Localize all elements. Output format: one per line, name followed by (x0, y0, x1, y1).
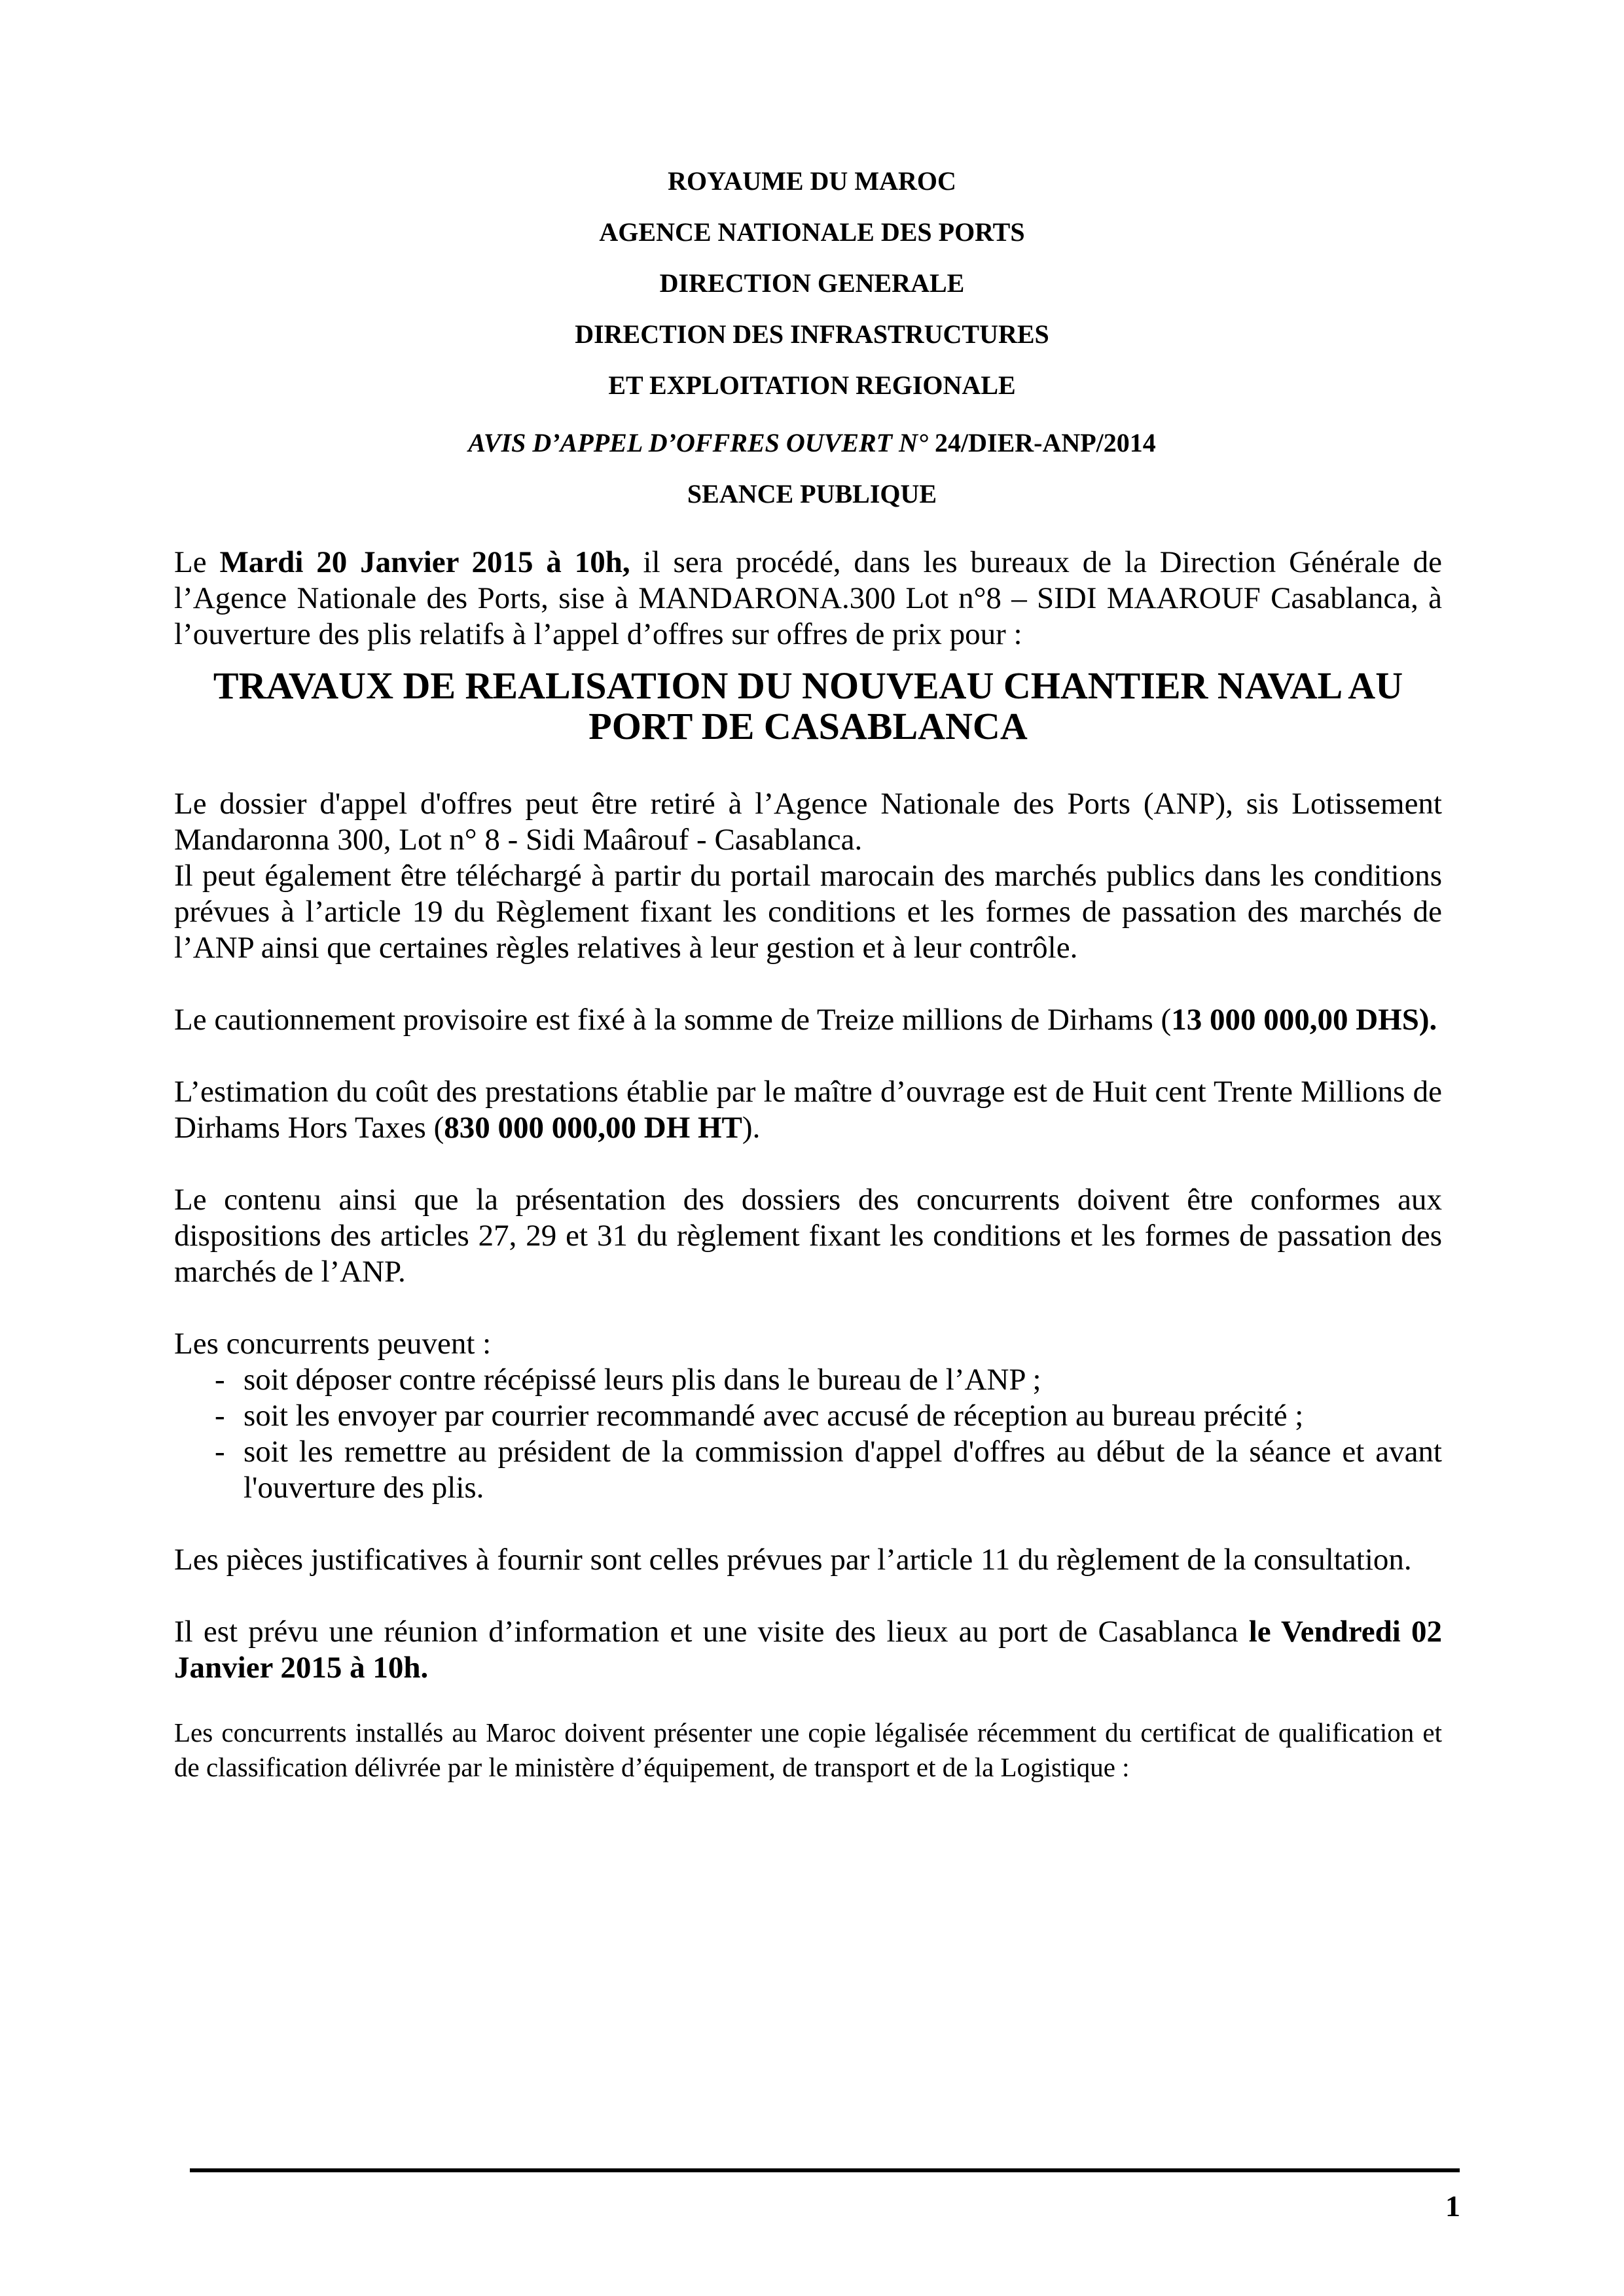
dossier-paragraph-1: Le dossier d'appel d'offres peut être retiré à l’Agence Nationale des Ports (ANP), sis Lotissement Mandaronna 300, Lot n° 8 - Sidi Maârouf - Casablanca. (174, 787, 1442, 857)
dash-bullet-icon: - (215, 1399, 225, 1433)
dash-bullet-icon: - (215, 1363, 225, 1397)
estimation-amount: 830 000 000,00 DH HT (444, 1111, 742, 1145)
header-line-direction-generale: DIRECTION GENERALE (659, 268, 965, 298)
caution-text: Le cautionnement provisoire est fixé à la somme de Treize millions de Dirhams ( (174, 1003, 1172, 1037)
document-body (174, 545, 1442, 1785)
list-item-text: soit les envoyer par courrier recommandé avec accusé de réception au bureau précité ; (244, 1399, 1304, 1433)
dossier-paragraph-2: Il peut également être téléchargé à partir du portail marocain des marchés publics dans les conditions prévues à l’article 19 du Règlement fixant les conditions et les formes de passation des marchés de l’ANP ainsi que certaines règles relatives à leur gestion et à leur contrôle. (174, 859, 1442, 965)
letterhead (0, 156, 1624, 520)
project-title (174, 666, 1442, 747)
caution-paragraph (174, 1002, 1442, 1038)
project-title-line-1: TRAVAUX DE REALISATION DU NOUVEAU CHANTIER NAVAL AU (213, 664, 1403, 707)
list-item-text: soit les remettre au président de la commission d'appel d'offres au début de la séance et avant l'ouverture des plis. (244, 1435, 1442, 1505)
footer-divider (190, 2168, 1460, 2172)
concurrents-lead: Les concurrents peuvent : (174, 1327, 492, 1361)
caution-amount: 13 000 000,00 DHS). (1171, 1003, 1437, 1037)
estimation-text: L’estimation du coût des prestations établie par le maître d’ouvrage est de Huit cent Trente Millions de Dirhams Hors Taxes ( (174, 1075, 1442, 1145)
list-item (174, 1398, 1442, 1434)
list-item (174, 1362, 1442, 1398)
intro-paragraph (174, 545, 1442, 653)
list-item (174, 1434, 1442, 1506)
estimation-post: ). (742, 1111, 761, 1145)
header-line-direction-infrastructures: DIRECTION DES INFRASTRUCTURES (575, 319, 1049, 349)
page-number: 1 (1445, 2189, 1460, 2223)
intro-rest: il sera procédé, dans les bureaux de la Direction Générale de l’Agence Nationale des Ports, sise à MANDARONA.300 Lot n°8 – SIDI MAAROUF Casablanca, à l’ouverture des plis relatifs à l’appel d’offres sur offres de prix pour : (174, 545, 1442, 651)
reunion-paragraph (174, 1614, 1442, 1686)
header-line-kingdom: ROYAUME DU MAROC (668, 166, 956, 196)
project-title-line-2: PORT DE CASABLANCA (588, 705, 1028, 747)
opening-date: Mardi 20 Janvier 2015 à 10h, (219, 545, 630, 579)
tender-reference (0, 418, 1624, 469)
pieces-paragraph: Les pièces justificatives à fournir sont celles prévues par l’article 11 du règlement de la consultation. (174, 1543, 1412, 1577)
header-line-exploitation-regionale: ET EXPLOITATION REGIONALE (608, 370, 1016, 400)
submission-options-list (174, 1362, 1442, 1506)
certificat-paragraph: Les concurrents installés au Maroc doivent présenter une copie légalisée récemment du certificat de qualification et de classification délivrée par le ministère d’équipement, de transport et de la Logistique : (174, 1717, 1442, 1782)
list-item-text: soit déposer contre récépissé leurs plis dans le bureau de l’ANP ; (244, 1363, 1041, 1397)
contenu-paragraph: Le contenu ainsi que la présentation des dossiers des concurrents doivent être conformes aux dispositions des articles 27, 29 et 31 du règlement fixant les conditions et les formes de passation des marchés de l’ANP. (174, 1183, 1442, 1289)
seance-publique: SEANCE PUBLIQUE (687, 479, 937, 509)
estimation-paragraph (174, 1074, 1442, 1146)
tender-reference-label: AVIS D’APPEL D’OFFRES OUVERT N° (468, 428, 935, 457)
intro-pre: Le (174, 545, 220, 579)
reunion-text: Il est prévu une réunion d’information et une visite des lieux au port de Casablanca (174, 1615, 1249, 1649)
dash-bullet-icon: - (215, 1435, 225, 1469)
tender-reference-number: 24/DIER-ANP/2014 (935, 428, 1156, 457)
reunion-date: le Vendredi 02 Janvier 2015 à 10h. (174, 1615, 1443, 1685)
header-line-agency: AGENCE NATIONALE DES PORTS (599, 217, 1025, 247)
